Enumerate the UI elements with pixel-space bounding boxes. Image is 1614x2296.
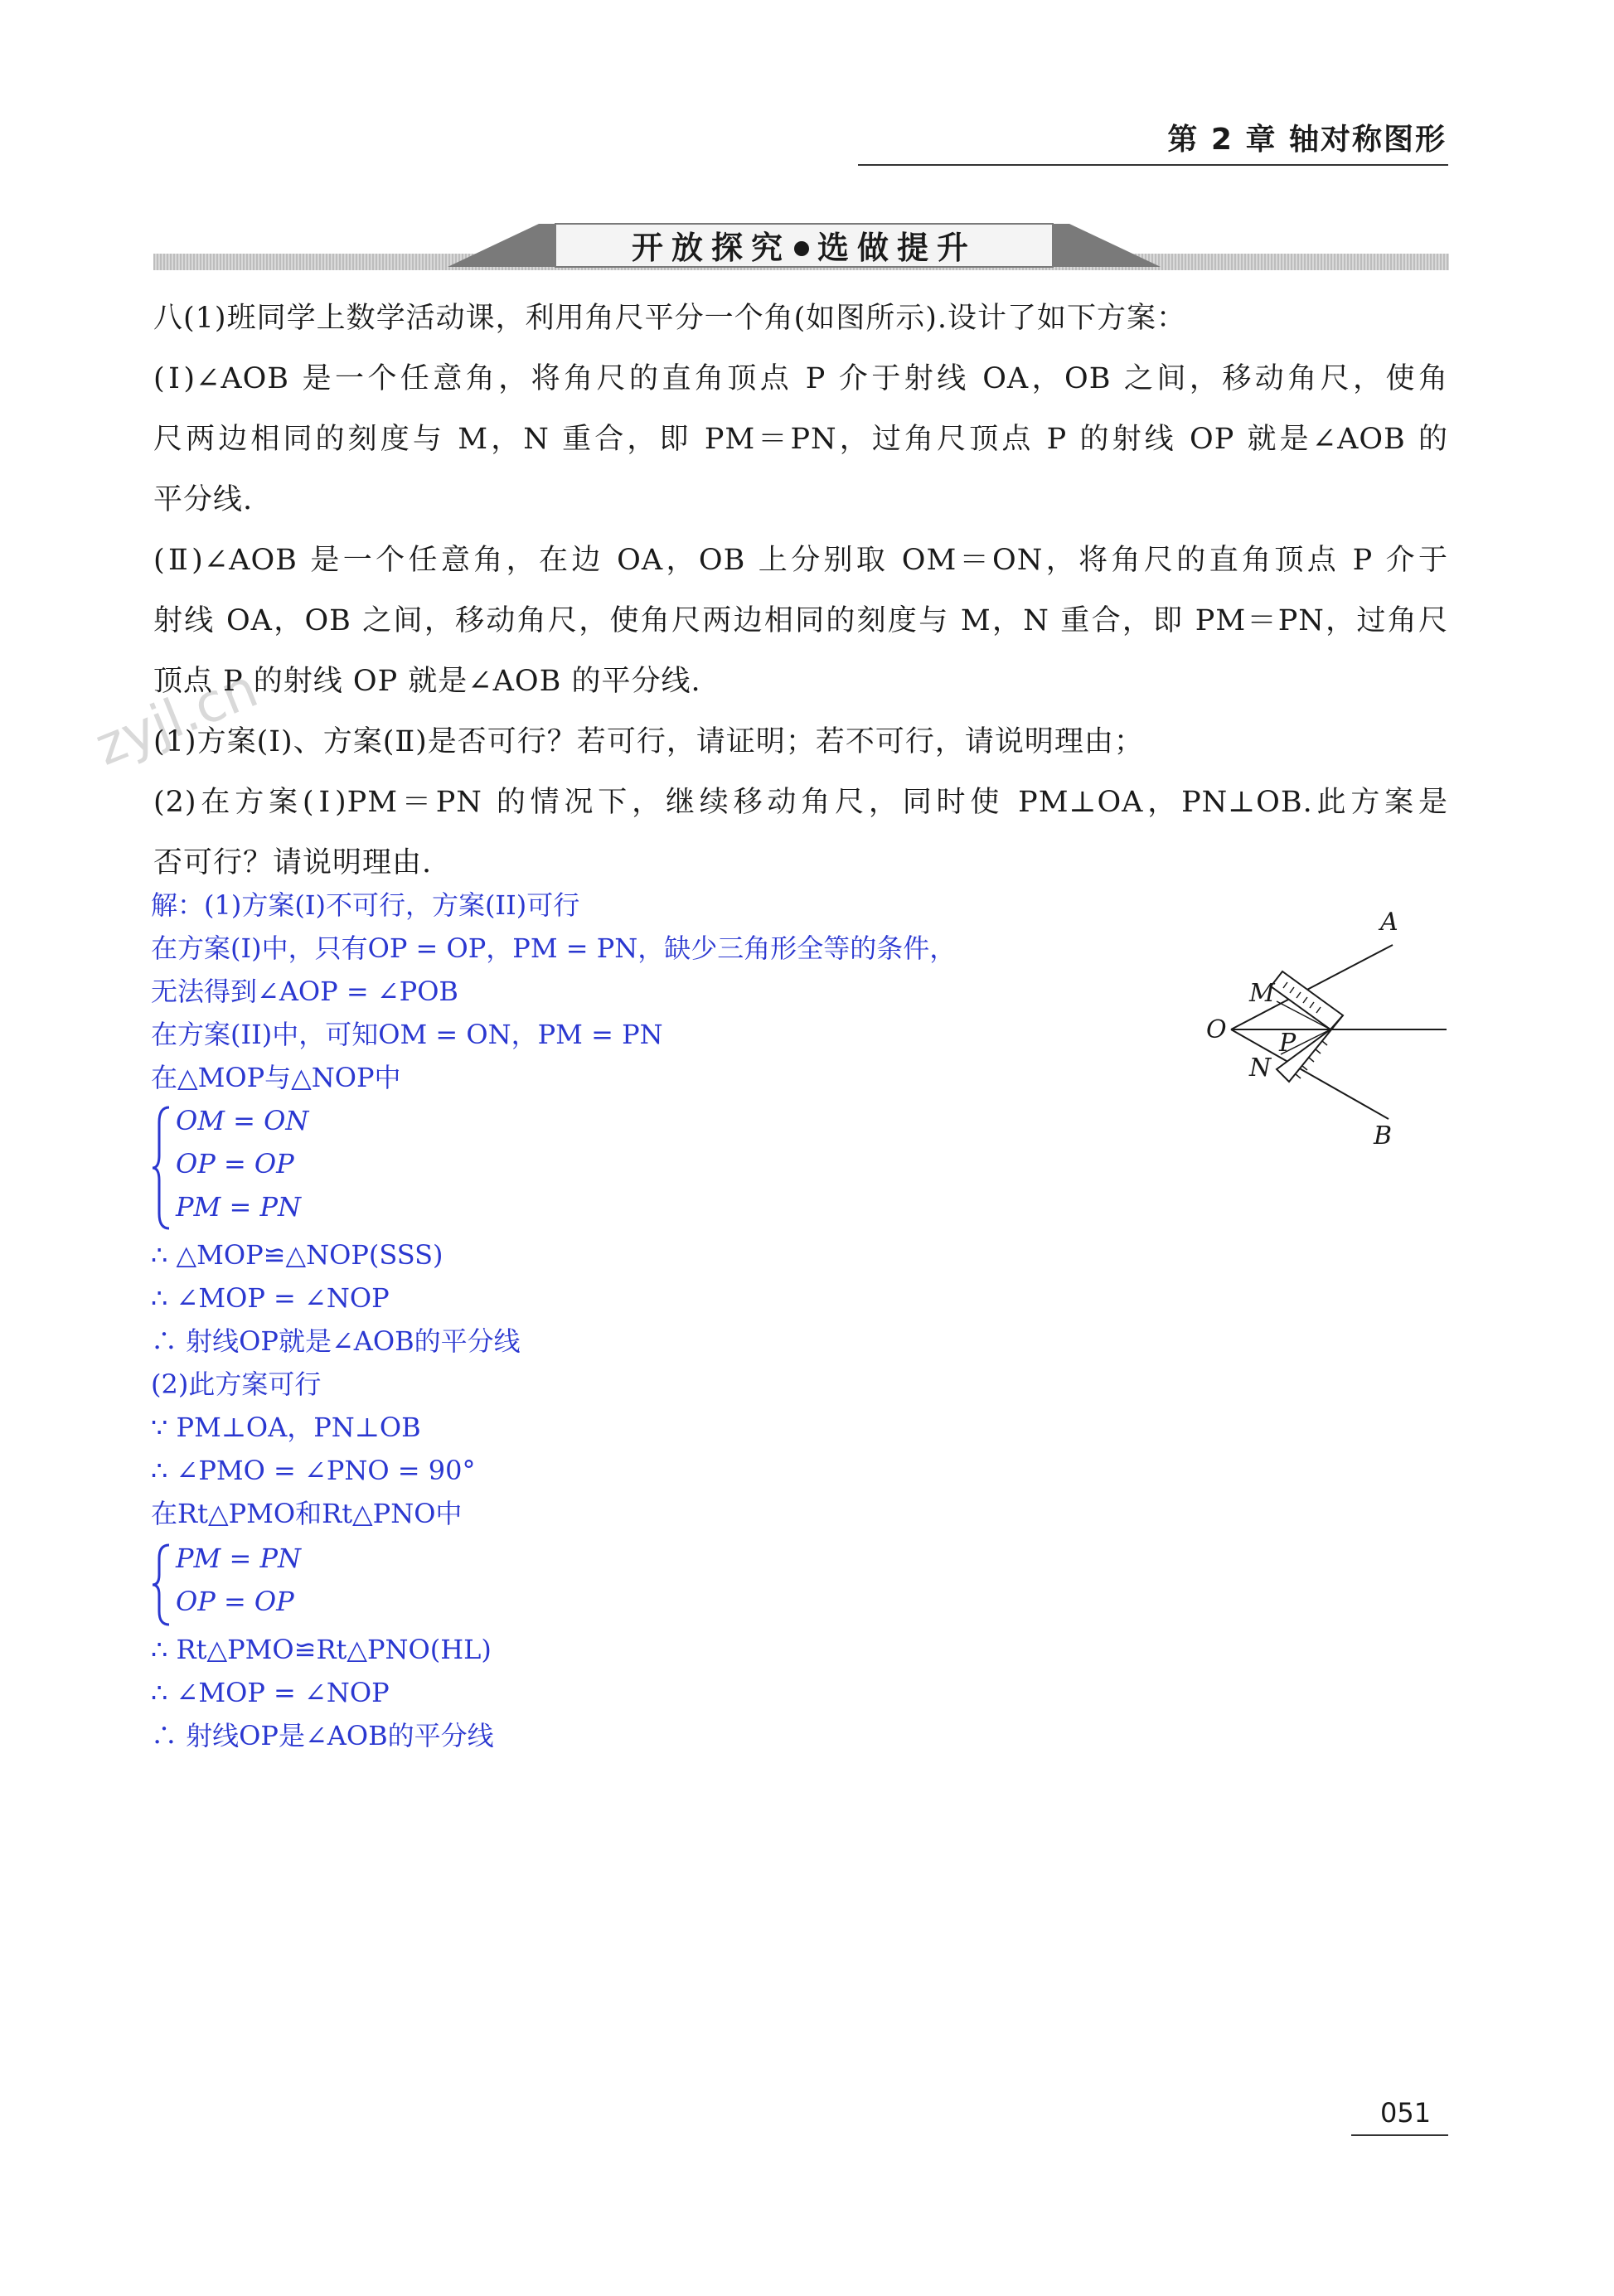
chapter-title: 第 2 章 轴对称图形 [1167,123,1447,157]
header-rule [858,164,1448,166]
banner-right-text: 选做提升 [817,230,977,266]
system-equation: PM = PN [176,1191,301,1223]
equation-system-1 [151,1104,482,1233]
label-p: P [1279,1029,1297,1058]
system-equation: OP = OP [176,1586,294,1617]
running-header [858,116,1447,166]
watermark: zyjl.cn [87,657,267,778]
label-a: A [1380,908,1398,937]
brace-icon [151,1543,172,1626]
label-b: B [1374,1121,1393,1150]
solution-line: 在Rt△PMO和Rt△PNO中 [151,1498,463,1529]
question-1: (1)方案(Ⅰ)、方案(Ⅱ)是否可行？若可行，请证明；若不可行，请说明理由； [153,725,1144,758]
label-o: O [1206,1015,1227,1044]
solution-line: ∴ 射线OP是∠AOB的平分线 [151,1720,494,1751]
scheme1-line: 尺两边相同的刻度与 M，N 重合，即 PM＝PN，过角尺顶点 P 的射线 OP 就是∠AOB 的 [153,423,1448,456]
scheme2-line: 射线 OA，OB 之间，移动角尺，使角尺两边相同的刻度与 M，N 重合，即 PM＝PN，过角尺 [153,604,1448,637]
problem-intro: 八(1)班同学上数学活动课，利用角尺平分一个角(如图所示).设计了如下方案： [153,302,1187,335]
question-2-line: (2)在方案(Ⅰ)PM＝PN 的情况下，继续移动角尺，同时使 PM⊥OA，PN⊥OB.此方案是 [153,786,1448,819]
solution-line: ∴ ∠PMO = ∠PNO = 90° [151,1455,476,1486]
ruler-arm-upper [1271,971,1343,1029]
solution-line: 无法得到∠AOP = ∠POB [151,976,458,1007]
scheme1-line: (Ⅰ)∠AOB 是一个任意角，将角尺的直角顶点 P 介于射线 OA，OB 之间，移动角尺，使角 [153,362,1448,395]
solution-line: 在方案(I)中，只有OP = OP，PM = PN，缺少三角形全等的条件， [151,932,957,964]
solution-line: (2)此方案可行 [151,1368,322,1400]
solution-line: ∴ ∠MOP = ∠NOP [151,1677,390,1708]
banner-dot-icon [794,241,809,256]
system-equation: PM = PN [176,1543,301,1574]
page-number-rule [1351,2134,1448,2136]
page-number: 051 [1380,2097,1432,2129]
question-2-line: 否可行？请说明理由. [153,846,433,879]
brace-icon [151,1106,172,1230]
scheme2-line: 顶点 P 的射线 OP 就是∠AOB 的平分线. [153,665,701,698]
angle-ruler-figure [1190,895,1455,1160]
system-equation: OM = ON [176,1105,309,1136]
solution-line: 在△MOP与△NOP中 [151,1062,401,1093]
label-n: N [1249,1054,1272,1083]
solution-line: 解：(1)方案(I)不可行，方案(II)可行 [151,889,580,921]
solution-line: ∵ PM⊥OA，PN⊥OB [151,1412,421,1443]
system-equation: OP = OP [176,1148,294,1179]
solution-line: ∴ ∠MOP = ∠NOP [151,1282,390,1314]
solution-line: 在方案(II)中，可知OM = ON，PM = PN [151,1019,663,1050]
scheme2-line: (Ⅱ)∠AOB 是一个任意角，在边 OA，OB 上分别取 OM＝ON，将角尺的直角顶点 P 介于 [153,544,1448,577]
solution-line: ∴ 射线OP就是∠AOB的平分线 [151,1325,521,1357]
label-m: M [1249,979,1275,1008]
section-banner-title [597,222,1011,268]
scheme1-line: 平分线. [153,483,254,516]
solution-line: ∴ △MOP≌△NOP(SSS) [151,1239,443,1271]
banner-left-text: 开放探究 [631,230,791,266]
solution-line: ∴ Rt△PMO≌Rt△PNO(HL) [151,1634,492,1665]
equation-system-2 [151,1542,482,1628]
